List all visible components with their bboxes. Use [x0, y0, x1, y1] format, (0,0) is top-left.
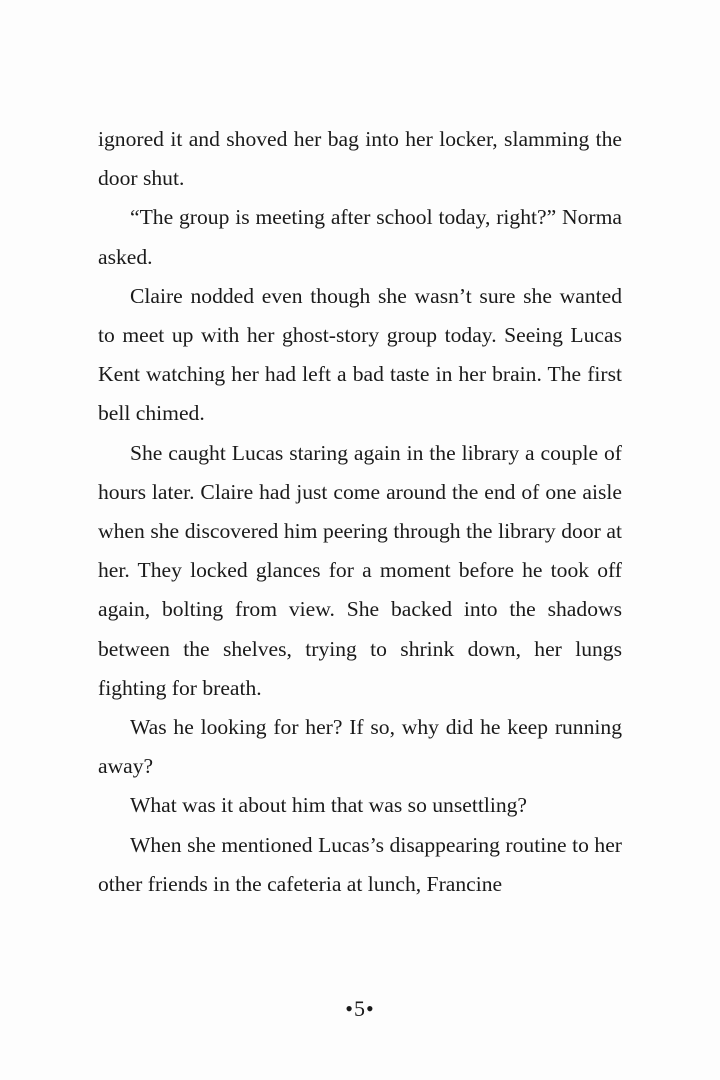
paragraph: She caught Lucas staring again in the library a couple of hours later. Claire had just come around the end of one aisle when she discovered him peering through the library door at her. They locked glances for a moment before he took off again, bolting from view. She backed into the shadows between the shelves, trying to shrink down, her lungs fighting for breath.: [98, 440, 622, 700]
paragraph: When she mentioned Lucas’s disappearing routine to her other friends in the cafeteria at lunch, Francine: [98, 832, 622, 896]
page-number: •5•: [345, 996, 375, 1021]
body-text: [98, 120, 622, 904]
paragraph-continuation: ignored it and shoved her bag into her locker, slamming the door shut.: [98, 127, 622, 191]
paragraph: What was it about him that was so unsettling?: [130, 793, 528, 818]
paragraph: “The group is meeting after school today, right?” Norma asked.: [98, 205, 622, 269]
paragraph: Was he looking for her? If so, why did he keep running away?: [98, 715, 622, 779]
paragraph: Claire nodded even though she wasn’t sure she wanted to meet up with her ghost-story group today. Seeing Lucas Kent watching her had left a bad taste in her brain. The first bell chimed.: [98, 283, 622, 426]
